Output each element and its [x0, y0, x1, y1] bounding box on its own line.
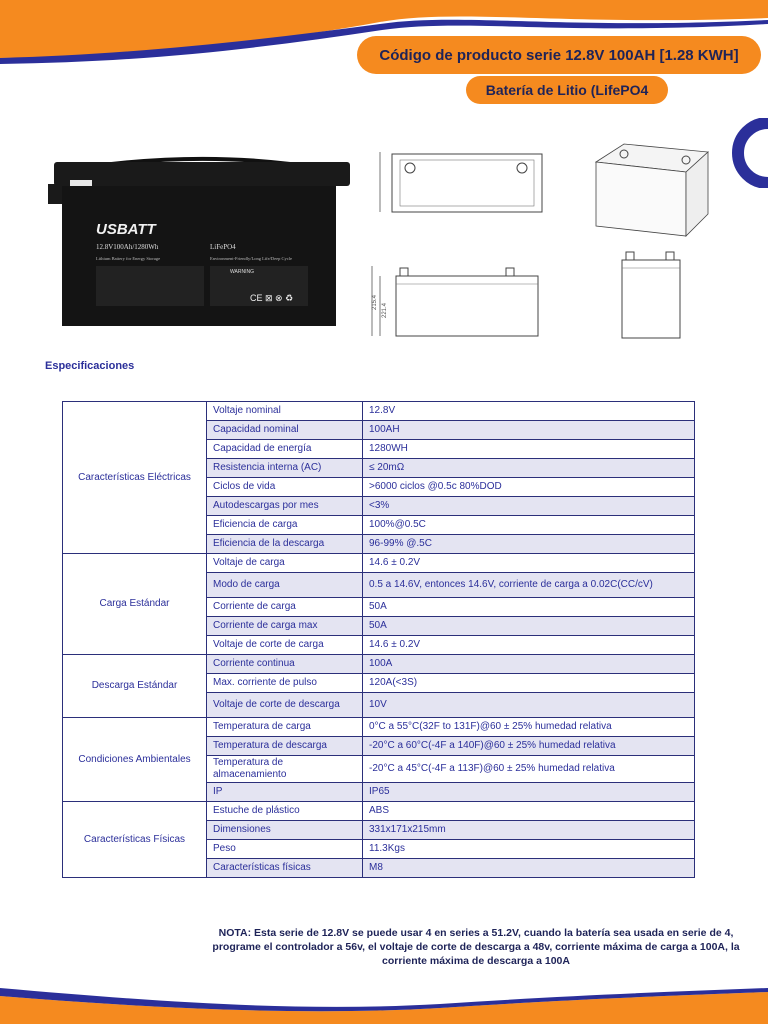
spec-parameter: Capacidad nominal: [207, 421, 363, 440]
spec-parameter: Voltaje de corte de carga: [207, 636, 363, 655]
spec-category: Carga Estándar: [63, 554, 207, 655]
svg-text:LiFePO4: LiFePO4: [210, 243, 236, 251]
spec-value: -20°C a 60°C(-4F a 140F)@60 ± 25% humedad relativa: [363, 737, 695, 756]
spec-value: 0.5 a 14.6V, entonces 14.6V, corriente de carga a 0.02C(CC/cV): [363, 573, 695, 598]
table-row: [63, 718, 695, 737]
decorative-ring-icon: [728, 118, 768, 188]
spec-parameter: Peso: [207, 840, 363, 859]
battery-drawing-isometric: [588, 140, 713, 240]
spec-parameter: Resistencia interna (AC): [207, 459, 363, 478]
spec-category: Características Físicas: [63, 802, 207, 878]
product-title: Código de producto serie 12.8V 100AH [1.28 KWH]: [357, 36, 761, 74]
spec-value: 120A(<3S): [363, 674, 695, 693]
svg-text:WARNING: WARNING: [230, 269, 254, 275]
svg-text:CE ⊠ ⊗ ♻: CE ⊠ ⊗ ♻: [250, 293, 294, 303]
note-text: NOTA: Esta serie de 12.8V se puede usar 4 en series a 51.2V, cuando la batería sea usada en serie de 4, programe el controlador a 56v, el voltaje de corte de descarga a 48v, corriente máxima de carga a 100A, la corriente máxima de descarga a 100A: [212, 927, 740, 967]
spec-value: >6000 ciclos @0.5c 80%DOD: [363, 478, 695, 497]
spec-parameter: Modo de carga: [207, 573, 363, 598]
spec-parameter: Autodescargas por mes: [207, 497, 363, 516]
spec-parameter: Corriente de carga max: [207, 617, 363, 636]
battery-drawing-side-view: [366, 262, 546, 342]
spec-parameter: Voltaje nominal: [207, 402, 363, 421]
battery-photo: [40, 154, 352, 330]
spec-value: 50A: [363, 617, 695, 636]
spec-value: 100AH: [363, 421, 695, 440]
spec-parameter: Max. corriente de pulso: [207, 674, 363, 693]
spec-parameter: Eficiencia de la descarga: [207, 535, 363, 554]
spec-value: 96-99% @.5C: [363, 535, 695, 554]
spec-parameter: Ciclos de vida: [207, 478, 363, 497]
spec-value: 100A: [363, 655, 695, 674]
spec-value: 11.3Kgs: [363, 840, 695, 859]
spec-value: 12.8V: [363, 402, 695, 421]
section-label: Especificaciones: [45, 360, 135, 372]
svg-text:Environment-Friendly/Long Life: Environment-Friendly/Long Life/Deep Cycle: [210, 256, 292, 261]
spec-category: Características Eléctricas: [63, 402, 207, 554]
svg-text:221.4: 221.4: [382, 302, 388, 318]
spec-parameter: Dimensiones: [207, 821, 363, 840]
svg-text:12.8V100Ah/1280Wh: 12.8V100Ah/1280Wh: [96, 243, 159, 251]
spec-parameter: Características físicas: [207, 859, 363, 878]
svg-text:215.4: 215.4: [372, 294, 378, 310]
battery-drawing-top-view: [370, 148, 550, 218]
spec-value: 14.6 ± 0.2V: [363, 554, 695, 573]
spec-value: 0°C a 55°C(32F to 131F)@60 ± 25% humedad relativa: [363, 718, 695, 737]
spec-value: 10V: [363, 693, 695, 718]
spec-parameter: Voltaje de carga: [207, 554, 363, 573]
spec-value: 50A: [363, 598, 695, 617]
spec-category: Descarga Estándar: [63, 655, 207, 718]
spec-parameter: Estuche de plástico: [207, 802, 363, 821]
spec-value: ≤ 20mΩ: [363, 459, 695, 478]
spec-parameter: IP: [207, 783, 363, 802]
spec-parameter: Corriente de carga: [207, 598, 363, 617]
table-row: [63, 655, 695, 674]
spec-value: IP65: [363, 783, 695, 802]
spec-table: [62, 401, 695, 878]
spec-value: 100%@0.5C: [363, 516, 695, 535]
spec-parameter: Temperatura de descarga: [207, 737, 363, 756]
spec-value: <3%: [363, 497, 695, 516]
spec-parameter: Corriente continua: [207, 655, 363, 674]
spec-category: Condiciones Ambientales: [63, 718, 207, 802]
spec-value: 1280WH: [363, 440, 695, 459]
spec-value: ABS: [363, 802, 695, 821]
footer-decorative-band: [0, 978, 768, 1024]
battery-brand: USBATT: [96, 221, 156, 238]
spec-parameter: Temperatura de almacenamiento: [207, 756, 363, 783]
table-row: [63, 554, 695, 573]
spec-value: -20°C a 45°C(-4F a 113F)@60 ± 25% humedad relativa: [363, 756, 695, 783]
spec-value: 14.6 ± 0.2V: [363, 636, 695, 655]
table-row: [63, 402, 695, 421]
battery-drawing-end-view: [616, 248, 686, 343]
table-row: [63, 802, 695, 821]
spec-parameter: Eficiencia de carga: [207, 516, 363, 535]
spec-value: M8: [363, 859, 695, 878]
spec-parameter: Voltaje de corte de descarga: [207, 693, 363, 718]
product-subtitle: Batería de Litio (LifePO4: [466, 76, 668, 104]
svg-text:Lithium Battery for Energy Sto: Lithium Battery for Energy Storage: [96, 256, 161, 261]
spec-value: 331x171x215mm: [363, 821, 695, 840]
spec-parameter: Temperatura de carga: [207, 718, 363, 737]
spec-parameter: Capacidad de energía: [207, 440, 363, 459]
